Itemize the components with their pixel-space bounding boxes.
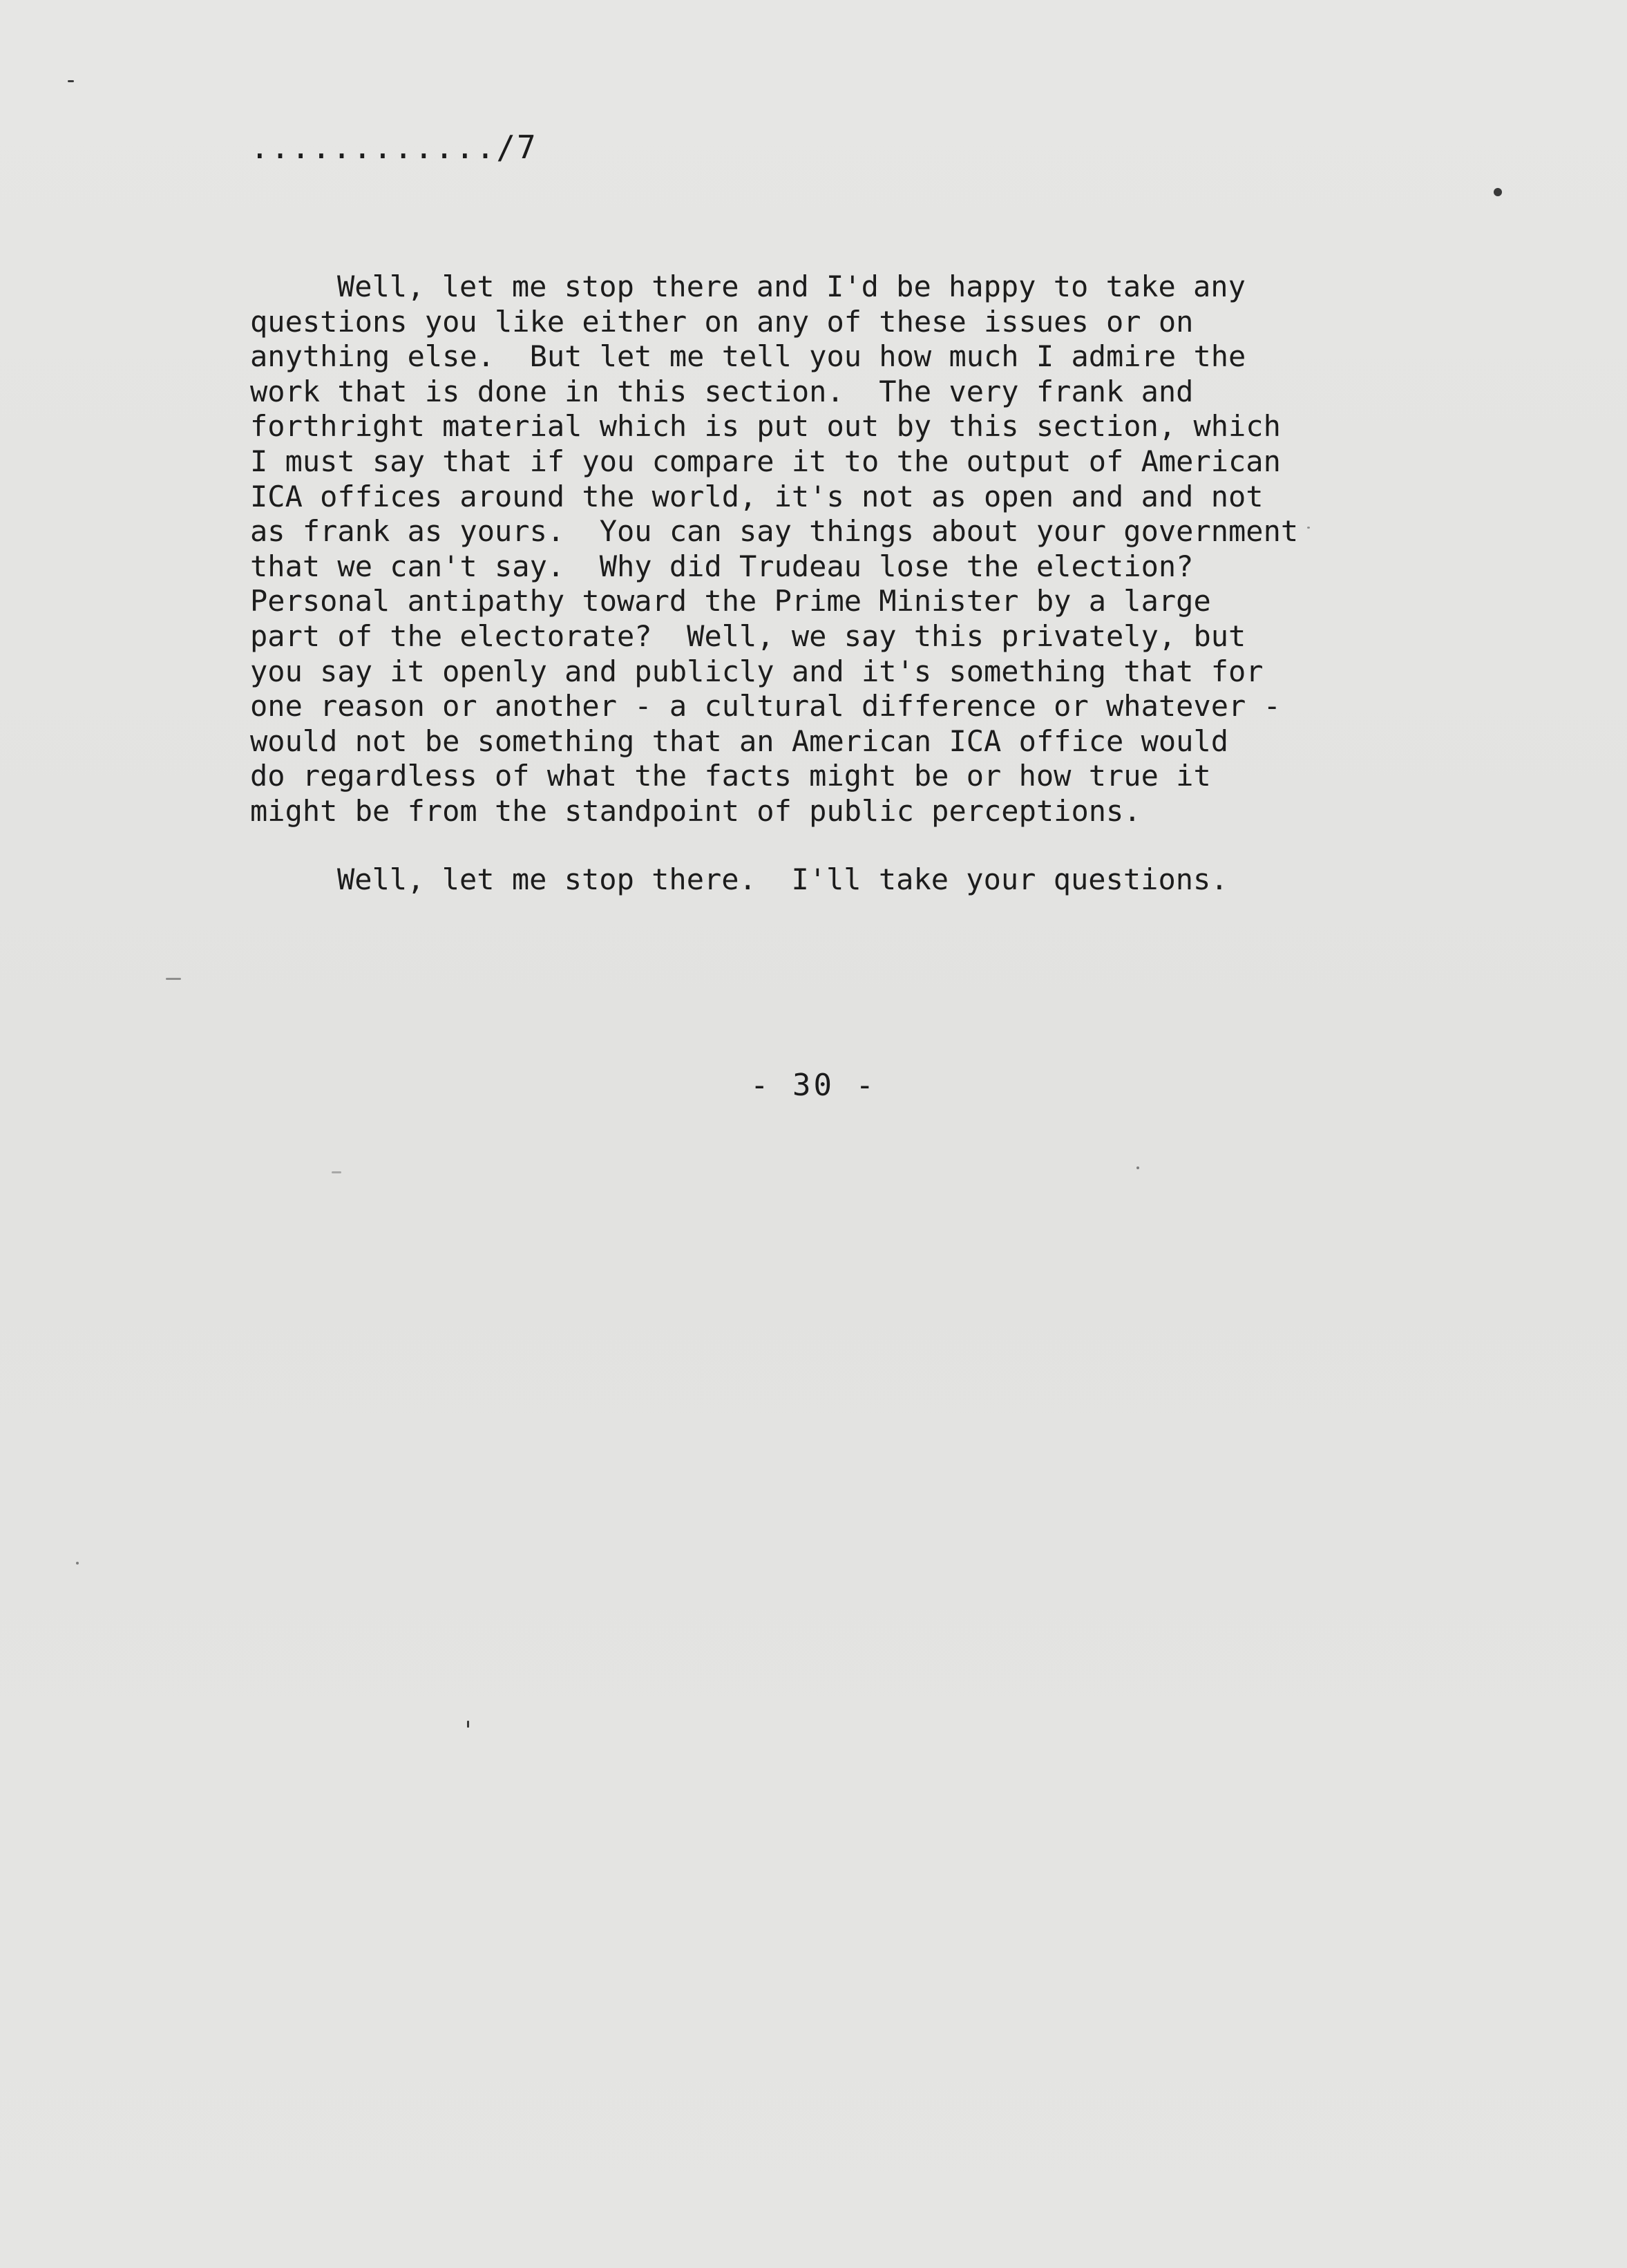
scan-speck: [76, 1562, 79, 1565]
text-line: Personal antipathy toward the Prime Minister by a large: [250, 584, 1211, 618]
text-line: Well, let me stop there and I'd be happy to take any: [337, 270, 1246, 303]
page-number: - 30 -: [750, 1068, 877, 1103]
text-line: Well, let me stop there. I'll take your questions.: [337, 862, 1228, 896]
body-text: [250, 270, 1328, 897]
scan-speck: [1307, 527, 1310, 529]
text-line: questions you like either on any of these issues or on: [250, 304, 1194, 339]
scan-speck: [166, 978, 181, 980]
paragraph-1: [250, 270, 1328, 829]
text-line: as frank as yours. You can say things about your government: [250, 514, 1299, 549]
text-line: you say it openly and publicly and it's something that for: [250, 654, 1264, 688]
scan-speck: [1494, 188, 1502, 196]
text-line: do regardless of what the facts might be or how true it: [250, 759, 1211, 793]
scan-speck: [467, 1721, 469, 1728]
paragraph-2: [250, 862, 1328, 898]
text-line: one reason or another - a cultural difference or whatever -: [250, 689, 1281, 724]
text-line: I must say that if you compare it to the output of American: [250, 444, 1281, 478]
text-line: work that is done in this section. The very frank and: [250, 374, 1194, 408]
text-line: would not be something that an American ICA office would: [250, 724, 1229, 758]
paragraph-spacer: [250, 829, 1328, 862]
scan-speck: [332, 1171, 341, 1173]
text-line: that we can't say. Why did Trudeau lose the election?: [250, 549, 1194, 583]
text-line: might be from the standpoint of public perceptions.: [250, 793, 1141, 828]
scan-speck: [1136, 1166, 1139, 1169]
text-line: forthright material which is put out by this section, which: [250, 409, 1281, 444]
text-line: ICA offices around the world, it's not as open and and not: [250, 479, 1264, 513]
text-line: part of the electorate? Well, we say this privately, but: [250, 618, 1246, 653]
scan-speck: [68, 80, 74, 82]
continuation-reference: ............/7: [250, 129, 537, 166]
text-line: anything else. But let me tell you how much I admire the: [250, 339, 1246, 374]
